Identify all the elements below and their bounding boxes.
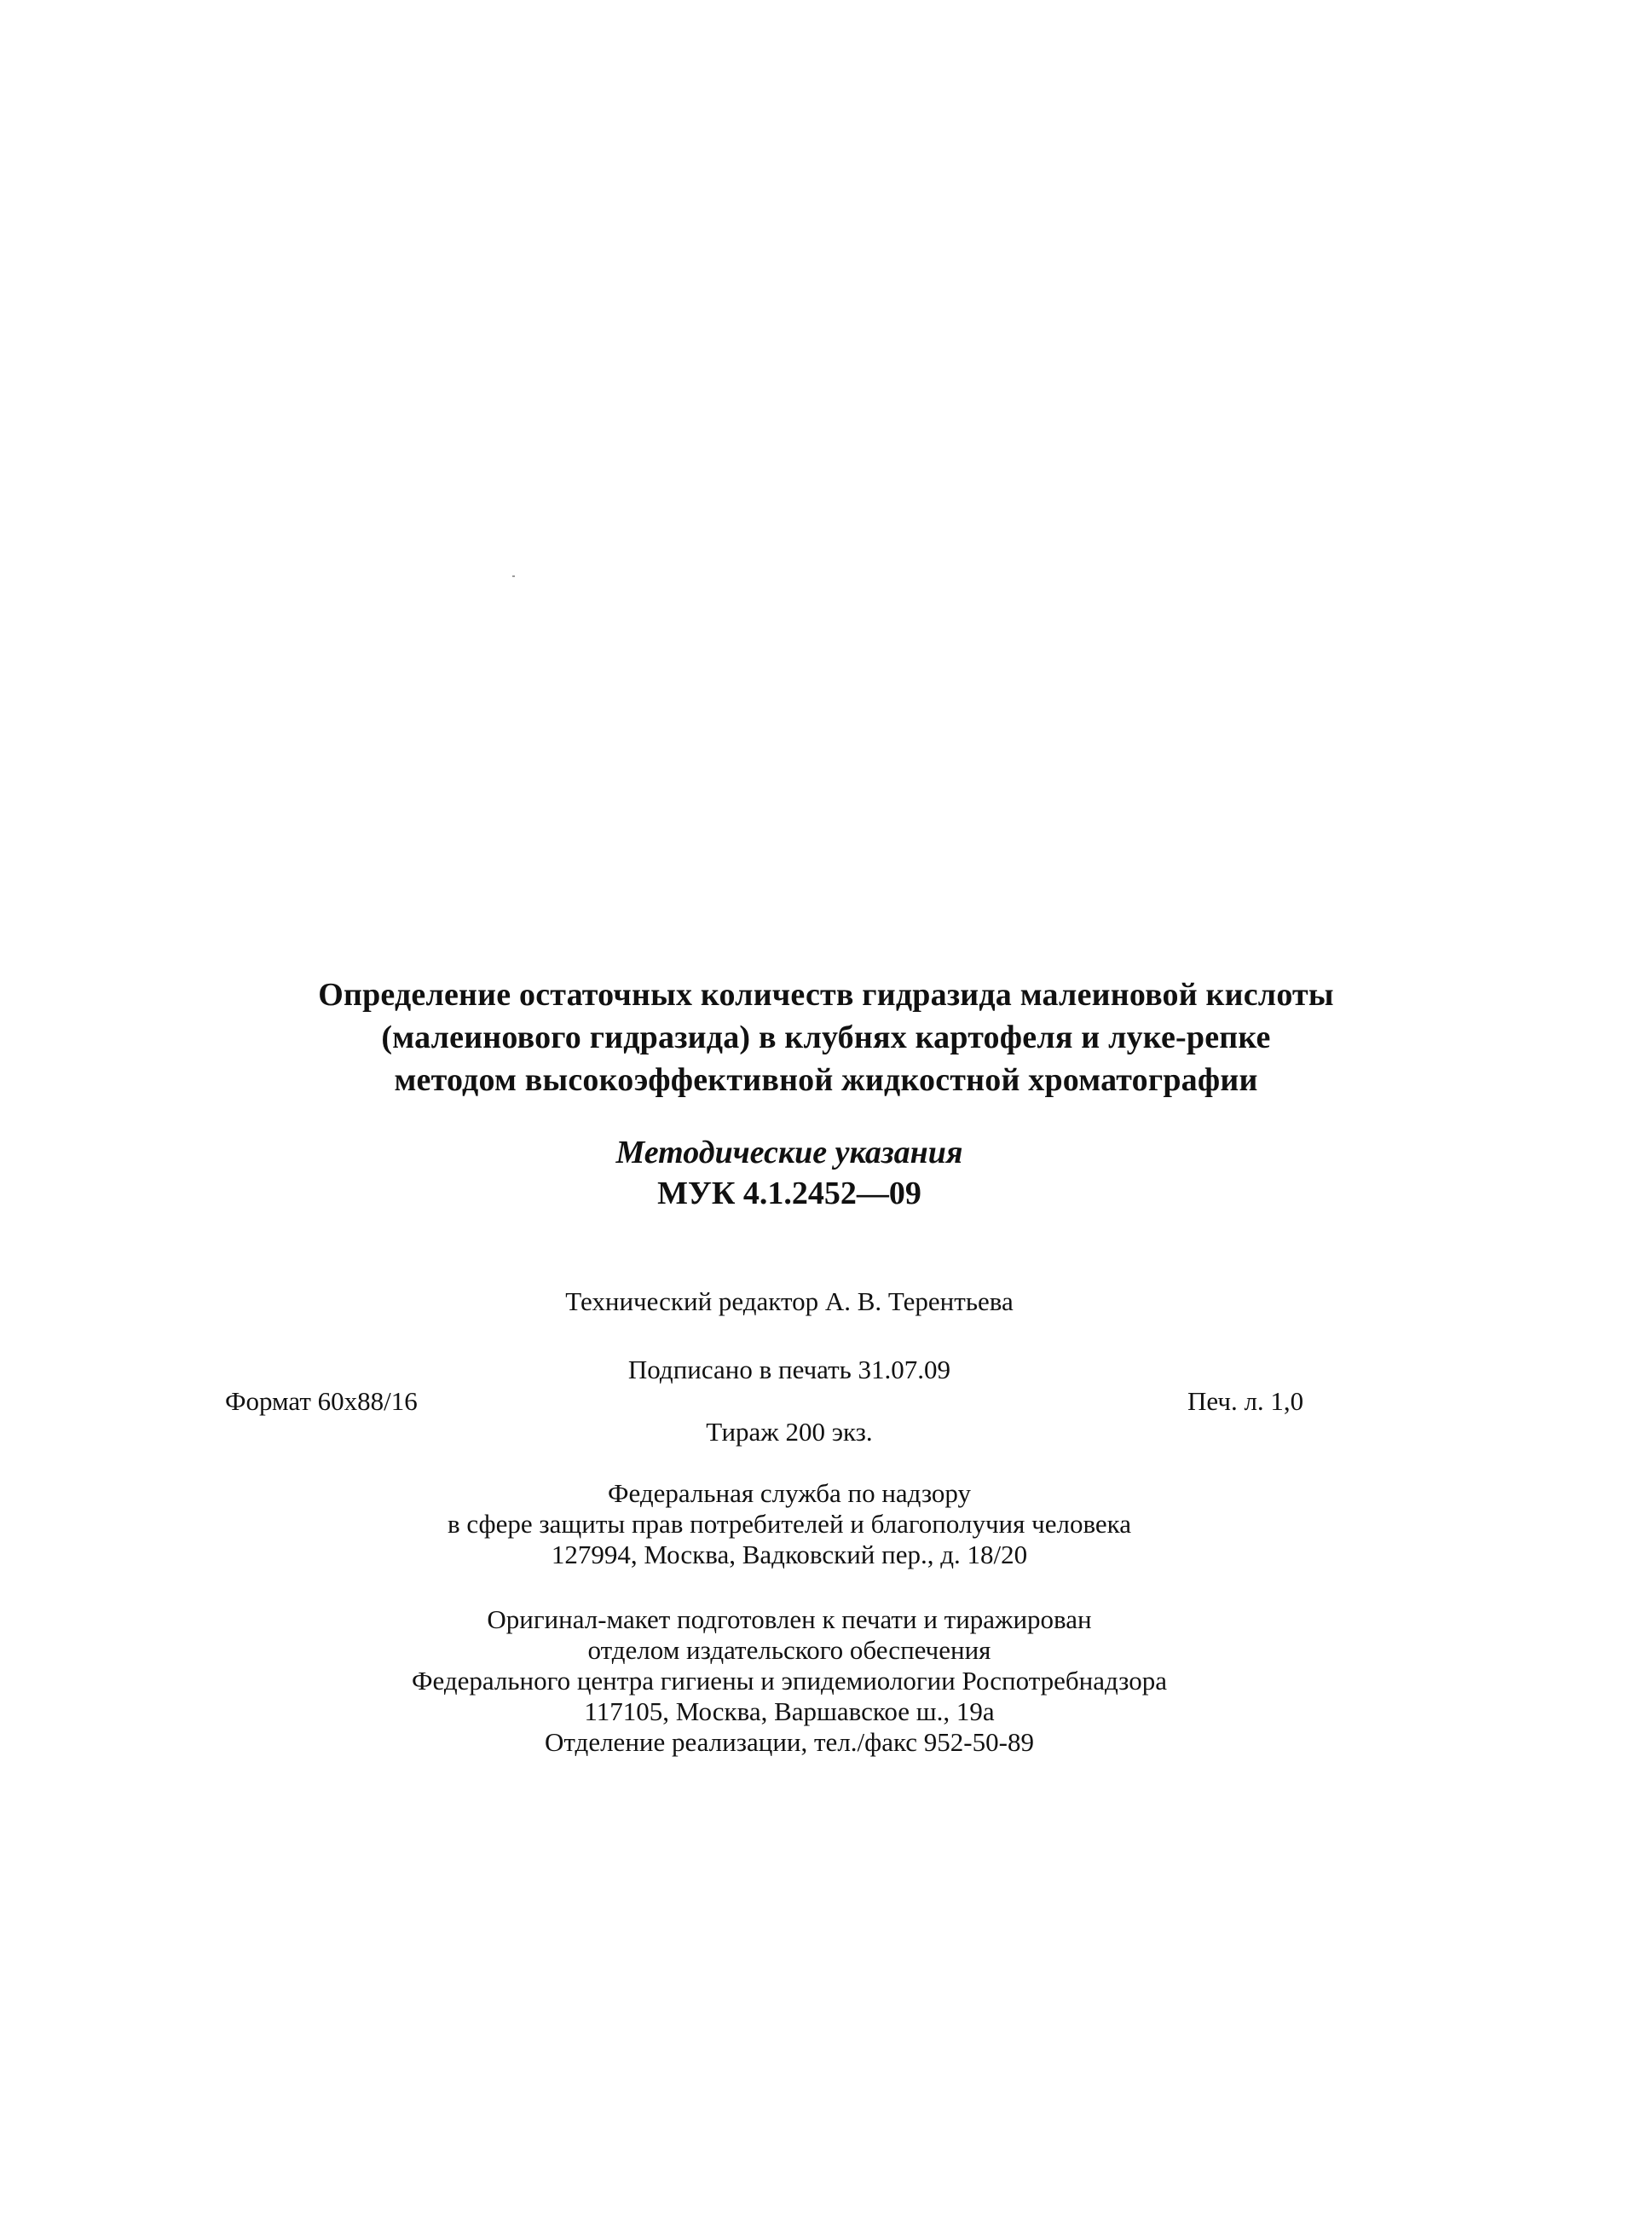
document-subtitle [0, 1132, 1579, 1214]
original-layout-line-1: Оригинал-макет подготовлен к печати и тиражирован [487, 1604, 1092, 1634]
publisher-line-2: в сфере защиты прав потребителей и благополучия человека [447, 1509, 1132, 1539]
signed-to-print: Подписано в печать 31.07.09 [627, 1355, 951, 1384]
publisher-line-1: Федеральная служба по надзору [608, 1478, 971, 1508]
sales-contact: Отделение реализации, тел./факс 952-50-89 [545, 1727, 1034, 1757]
title-line-1: Определение остаточных количеств гидразида малеиновой кислоты [318, 977, 1334, 1013]
publisher-address: 127994, Москва, Вадковский пер., д. 18/20 [551, 1540, 1028, 1569]
tech-editor: Технический редактор А. В. Терентьева [565, 1286, 1014, 1316]
scan-speck [512, 575, 515, 577]
document-code: МУК 4.1.2452—09 [657, 1176, 921, 1211]
print-sheets: Печ. л. 1,0 [1187, 1386, 1304, 1416]
publisher-block [0, 1478, 1579, 1570]
title-line-2: (малеинового гидразида) в клубнях картофеля и луке-репке [381, 1020, 1271, 1055]
document-kind: Методические указания [615, 1135, 963, 1170]
original-layout-line-2: отделом издательского обеспечения [587, 1635, 991, 1665]
circulation: Тираж 200 экз. [706, 1417, 873, 1447]
print-format: Формат 60x88/16 [225, 1386, 418, 1416]
original-layout-line-3: Федерального центра гигиены и эпидемиологии Роспотребнадзора [412, 1666, 1167, 1696]
original-layout-address: 117105, Москва, Варшавское ш., 19а [584, 1696, 995, 1726]
document-title [0, 974, 1652, 1101]
title-line-3: методом высокоэффективной жидкостной хроматографии [394, 1062, 1258, 1098]
original-layout-block [0, 1604, 1579, 1758]
